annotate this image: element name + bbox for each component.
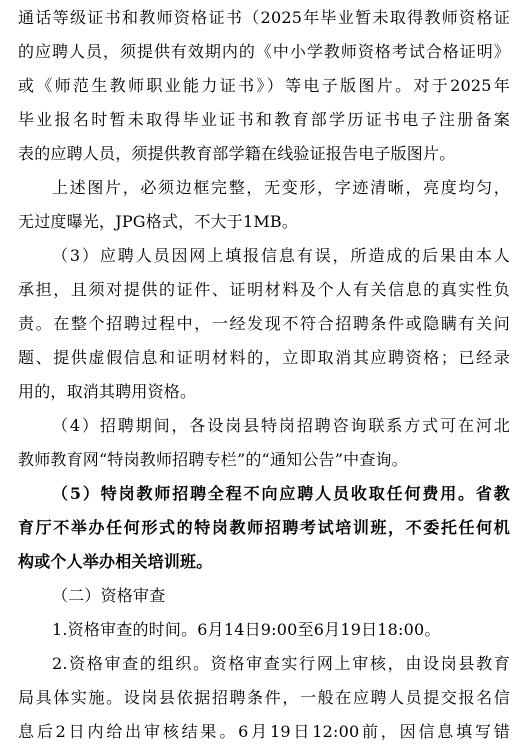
- text-line: 毕业报名时暂未取得毕业证书和教育部学历证书电子注册备案: [18, 110, 510, 129]
- text-line: （4）招聘期间，各设岗县特岗招聘咨询联系方式可在河北: [52, 416, 510, 435]
- text-line: 的应聘人员，须提供有效期内的《中小学教师资格考试合格证明》: [18, 42, 510, 61]
- text-line: 用的，取消其聘用资格。: [18, 382, 197, 401]
- text-line: 局具体实施。设岗县依据招聘条件，一般在应聘人员提交报名信: [18, 688, 510, 707]
- text-line: （3）应聘人员因网上填报信息有误，所造成的后果由本人: [52, 246, 510, 265]
- bold-text-line: （5）特岗教师招聘全程不向应聘人员收取任何费用。省教: [52, 484, 510, 503]
- text-line: 通话等级证书和教师资格证书（2025年毕业暂未取得教师资格证: [18, 8, 510, 27]
- text-line: 教师教育网“特岗教师招聘专栏”的“通知公告”中查询。: [18, 450, 408, 469]
- text-line: 息后2日内给出审核结果。6月19日12:00前，因信息填写错: [18, 722, 510, 741]
- text-line: 表的应聘人员，须提供教育部学籍在线验证报告电子版图片。: [18, 144, 456, 163]
- text-line: 责。在整个招聘过程中，一经发现不符合招聘条件或隐瞒有关问: [18, 314, 510, 333]
- bold-text-line: 育厅不举办任何形式的特岗教师招聘考试培训班，不委托任何机: [18, 518, 510, 537]
- bold-text-line: 构或个人举办相关培训班。: [18, 552, 213, 571]
- text-line: 1.资格审查的时间。6月14日9:00至6月19日18:00。: [52, 620, 441, 639]
- text-line: 2.资格审查的组织。资格审查实行网上审核，由设岗县教育: [52, 654, 510, 673]
- text-line: 上述图片，必须边框完整，无变形，字迹清晰，亮度均匀，: [52, 178, 510, 197]
- text-line: 承担，且须对提供的证件、证明材料及个人有关信息的真实性负: [18, 280, 510, 299]
- text-line: 无过度曝光，JPG格式，不大于1MB。: [18, 212, 299, 231]
- text-line: 题、提供虚假信息和证明材料的，立即取消其应聘资格；已经录: [18, 348, 510, 367]
- text-line: 或《师范生教师职业能力证书》）等电子版图片。对于2025年: [18, 76, 510, 95]
- section-heading: （二）资格审查: [52, 586, 166, 605]
